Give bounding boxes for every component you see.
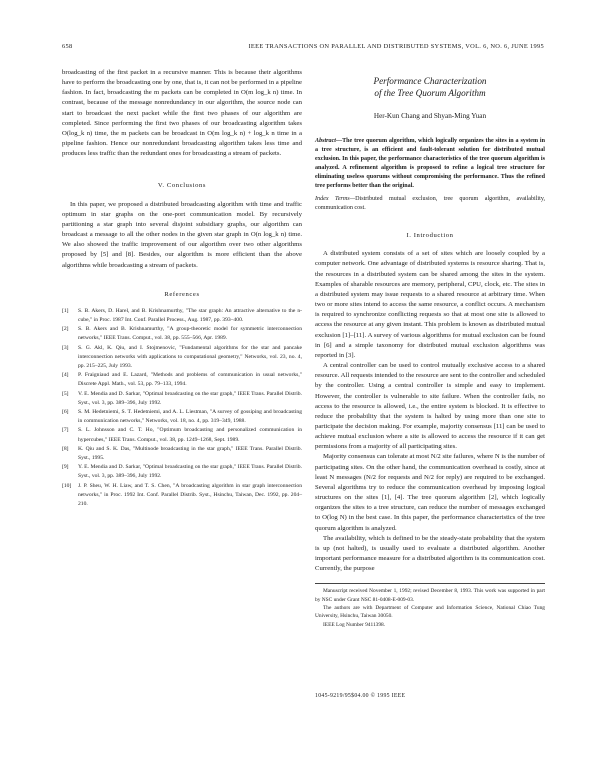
- index-terms-label: Index Terms—: [315, 196, 356, 203]
- footnote: IEEE Log Number 9411398.: [323, 621, 386, 628]
- reference-text: Y. E. Mendia and D. Sarkar, "Optimal broadcasting on the star graph," IEEE Trans. Parallel Distrib. Syst., vol. 3, pp. 389–396, July 1992.: [78, 464, 302, 480]
- copyright-line: 1045-9219/95$04.00 © 1995 IEEE: [315, 693, 406, 699]
- conclusions-paragraph: In this paper, we proposed a distributed broadcasting algorithm with time and traffic optimum in star graphs on the one-port communication model. By recursively partitioning a star graph into several disjoint subsidiary graphs, our algorithm can broadcast a message to all the other nodes in the given star graph in O(n log_k n) time. We also showed the traffic improvement of our algorithm over two other algorithms proposed by [5] and [8]. Besides, our algorithm is more efficient than the above algorithms while broadcasting a stream of packets.: [62, 200, 302, 269]
- footnote: The authors are with Department of Computer and Information Science, National Chiao Tung University, Hsinchu, Taiwan 30050.: [315, 604, 545, 620]
- reference-text: J. P. Sheu, W. H. Liaw, and T. S. Chen, "A broadcasting algorithm in star graph interconnection networks," in Proc. 1992 Int. Conf. Parallel Distrib. Syst., Hsinchu, Taiwan, Dec. 1992, pp. 204–210.: [78, 482, 302, 508]
- running-header: [62, 43, 544, 52]
- reference-item: [62, 445, 302, 463]
- reference-number: [1]: [62, 307, 69, 314]
- references-list: [62, 307, 302, 509]
- body-paragraph: The availability, which is defined to be the steady-state probability that the system is up (not halted), is usually used to evaluate a distributed algorithm. Another important performance measure for a distributed algorithm is its communication cost. Currently, the purpose: [315, 534, 545, 573]
- reference-number: [2]: [62, 326, 69, 333]
- reference-number: [7]: [62, 427, 69, 434]
- reference-number: [5]: [62, 390, 69, 397]
- title-line: Performance Characterization: [373, 76, 487, 86]
- reference-number: [9]: [62, 464, 69, 471]
- continued-paragraph: broadcasting of the first packet in a recursive manner. This is because their algorithms have to perform the broadcasting one by one, that is, it can not be performed in a pipeline fashion. In fact, broadcasting the m packets can be completed in O(m log_k n) time. In contrast, because of the message nonredundancy in our algorithm, the source node can start to broadcast the next packet while the first two phases of our algorithm are completed. Since performing the first two phases of our broadcasting algorithm takes O(log_k n) time, the m packets can be broadcast in O(m log_k n) + log_k n time in a pipeline fashion. Hence our nonredundant broadcasting algorithm takes less time and produces less traffic than the redundant ones for broadcasting a stream of packets.: [62, 69, 302, 158]
- body-paragraph: Majority consensus can tolerate at most N/2 site failures, where N is the number of participating sites. On the other hand, the communication overhead is costly, since at least N messages (N/2 for requests and N/2 for reply) are required to be exchanged. Several algorithms try to reduce the communication overhead by imposing logical structures on the sites [1], [4]. The tree quorum algorithm [2], which logically organizes the sites to a tree structure, can reduce the number of messages exchanged to O(log N) in the best case. In this paper, the performance characteristics of the tree quorum algorithm is analyzed.: [315, 453, 545, 532]
- footnote-block: [315, 583, 545, 628]
- index-terms-text: Distributed mutual exclusion, tree quorum algorithm, availability, communication cost.: [315, 196, 545, 212]
- title-line: of the Tree Quorum Algorithm: [374, 87, 486, 98]
- reference-text: P. Fraigniaud and E. Lazard, "Methods and problems of communication in usual networks," Discrete Appl. Math., vol. 53, pp. 79–133, 1994.: [78, 372, 302, 388]
- reference-text: S. M. Hedetniemi, S. T. Hedetniemi, and A. L. Liestman, "A survey of gossiping and broadcasting in communication networks," Networks, vol. 18, no. 4, pp. 319–349, 1988.: [78, 409, 302, 425]
- reference-number: [10]: [62, 482, 72, 489]
- abstract-label: Abstract—: [315, 138, 343, 145]
- reference-text: K. Qiu and S. K. Das, "Multinode broadcasting in the star graph," IEEE Trans. Parallel Distrib. Syst., 1995.: [78, 445, 302, 462]
- reference-item: [62, 463, 302, 481]
- page-number: 658: [62, 43, 73, 50]
- references-heading: References: [164, 290, 200, 298]
- reference-item: [62, 482, 302, 510]
- reference-text: S. B. Akers, D. Harel, and B. Krishnamurthy, "The star graph: An attractive alternative to the n-cube," in Proc. 1987 Int. Conf. Parallel Process., Aug. 1987, pp. 393–400.: [78, 307, 302, 324]
- reference-number: [4]: [62, 372, 69, 379]
- right-column: [315, 68, 545, 629]
- introduction-heading: I. Introduction: [406, 232, 454, 240]
- abstract-text: The tree quorum algorithm, which logically organizes the sites in a system in a tree structure, is an efficient and fault-tolerant solution for distributed mutual exclusion. In this paper, the performance characteristics of the tree quorum algorithm is analyzed. A refinement algorithm is proposed to refine a logical tree structure for eliminating useless quorums without compromising the performance. Thus the refined tree performs better than the original.: [315, 138, 545, 190]
- authors: Her-Kun Chang and Shyan-Ming Yuan: [373, 112, 487, 120]
- reference-item: [62, 344, 302, 372]
- reference-number: [8]: [62, 445, 69, 452]
- reference-number: [6]: [62, 409, 69, 416]
- reference-number: [3]: [62, 344, 69, 351]
- reference-item: [62, 307, 302, 325]
- reference-text: S. B. Akers and B. Krishnamurthy, "A group-theoretic model for symmetric interconnection networks," IEEE Trans. Comput., vol. 38, pp. 555–566, Apr. 1989.: [78, 326, 302, 342]
- body-paragraph: A central controller can be used to control mutually exclusive access to a shared resource. All requests intended to the resource are sent to the controller and scheduled by the controller. Using a central controller is simple and easy to implement. However, the controller is vulnerable to site failure. When the controller fails, no access to the resource is allowed, i.e., the entire system is blocked. It is effective to reduce the probability that the system is halted by using more than one site to participate the decision making. For example, majority consensus [11] can be used to achieve mutual exclusion where a site is allowed to access the resource if it can get permissions from a majority of all participating sites.: [315, 362, 545, 451]
- footnote: Manuscript received November 1, 1992; revised December 8, 1993. This work was supported in part by NSC under Grant NSC 81-0408-E-009-03.: [315, 588, 545, 603]
- reference-item: [62, 390, 302, 408]
- index-terms: [315, 195, 545, 213]
- journal-title: IEEE TRANSACTIONS ON PARALLEL AND DISTRIBUTED SYSTEMS, VOL. 6, NO. 6, JUNE 1995: [248, 43, 544, 50]
- reference-item: [62, 408, 302, 426]
- reference-text: S. L. Johnsson and C. T. Ho, "Optimum broadcasting and personalized communication in hypercubes," IEEE Trans. Comput., vol. 38, pp. 1249–1268, Sept. 1989.: [78, 427, 302, 443]
- reference-item: [62, 325, 302, 343]
- reference-item: [62, 371, 302, 389]
- conclusions-heading: V. Conclusions: [157, 182, 207, 190]
- paper-title: [315, 76, 545, 99]
- reference-text: S. G. Akl, K. Qiu, and I. Stojmenovic, "Fundamental algorithms for the star and pancake interconnection networks with applications to computational geometry," Networks, vol. 23, no. 4, pp. 215–225, July 1993.: [78, 344, 302, 370]
- reference-text: V. E. Mendia and D. Sarkar, "Optimal broadcasting on the star graph," IEEE Trans. Parallel Distrib. Syst., vol. 3, pp. 389–396, July 1992.: [78, 390, 302, 406]
- abstract: [315, 137, 545, 191]
- reference-item: [62, 426, 302, 444]
- body-paragraph: A distributed system consists of a set of sites which are loosely coupled by a computer network. One advantage of distributed systems is resource sharing. That is, the resources in a distributed system can be shared among the sites in the system. Examples of sharable resources are memory, peripheral, CPU, clock, etc. The sites in a distributed system may issue requests to a shared resource at arbitrary time. When two or more sites intend to access the same resource, a conflict occurs. A mechanism is required to synchronize conflicting requests so that at most one site is allowed to access the resource at any given instant. This problem is known as distributed mutual exclusion [1]–[11]. A survey of various algorithms for mutual exclusion can be found in [6] and a simple taxonomy for distributed mutual exclusion algorithms was reported in [3].: [315, 250, 545, 359]
- left-column: [62, 68, 302, 509]
